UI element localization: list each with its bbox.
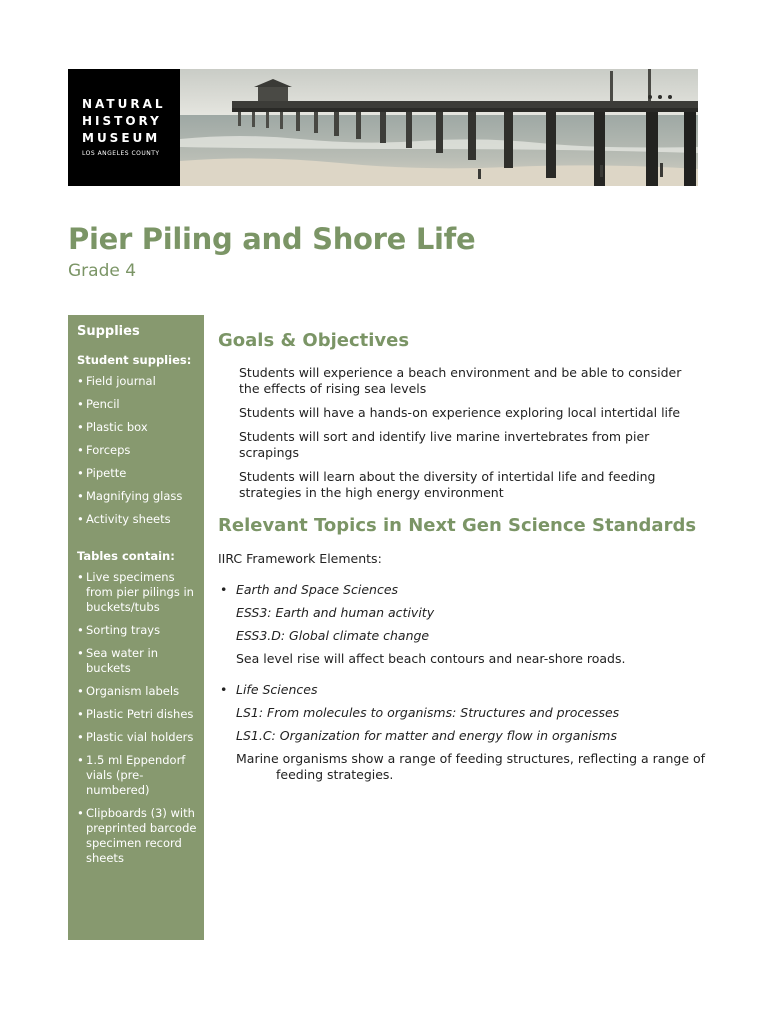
life-note-line-1: Marine organisms show a range of feeding structures, reflecting a range of xyxy=(236,751,706,766)
life-note-line-2: feeding strategies. xyxy=(276,767,394,782)
list-item: • Sorting trays xyxy=(77,623,198,638)
list-item: • Plastic box xyxy=(77,420,198,435)
goal-item: Students will sort and identify live marine invertebrates from pier scrapings xyxy=(239,429,650,460)
museum-logo xyxy=(68,69,180,186)
grade-label: Grade 4 xyxy=(68,261,137,281)
list-item: • Plastic vial holders xyxy=(77,730,198,745)
goals-list xyxy=(239,365,708,501)
goal-item: Students will experience a beach environment and be able to consider the effects of rising sea levels xyxy=(239,365,682,396)
logo-line-1: NATURAL xyxy=(82,97,166,111)
life-science-bullet xyxy=(218,682,708,698)
student-supplies-list xyxy=(77,374,198,527)
supplies-sidebar xyxy=(68,315,204,940)
student-supplies-heading: Student supplies: xyxy=(77,353,192,367)
earth-science-title: Earth and Space Sciences xyxy=(236,582,399,597)
bullet-icon: • xyxy=(220,582,228,597)
goal-item: Students will have a hands-on experience exploring local intertidal life xyxy=(239,405,681,420)
life-science-title: Life Sciences xyxy=(236,682,318,697)
framework-label: IIRC Framework Elements: xyxy=(218,551,382,566)
life-note xyxy=(218,751,708,783)
list-item: • Pipette xyxy=(77,466,198,481)
life-standard-1: LS1: From molecules to organisms: Structures and processes xyxy=(236,705,620,720)
list-item: • Pencil xyxy=(77,397,198,412)
list-item: • Forceps xyxy=(77,443,198,458)
bullet-icon: • xyxy=(220,682,228,697)
list-item: • Field journal xyxy=(77,374,198,389)
list-item: • Live specimens from pier pilings in buckets/tubs xyxy=(77,570,198,615)
tables-contain-list xyxy=(77,570,198,866)
supplies-title: Supplies xyxy=(77,324,140,339)
list-item: • Sea water in buckets xyxy=(77,646,198,676)
list-item: • Clipboards (3) with preprinted barcode specimen record sheets xyxy=(77,806,198,866)
life-standard-2: LS1.C: Organization for matter and energy flow in organisms xyxy=(236,728,617,743)
logo-subtitle: LOS ANGELES COUNTY xyxy=(82,150,160,157)
earth-standard-2: ESS3.D: Global climate change xyxy=(236,628,430,643)
earth-science-bullet xyxy=(218,582,708,598)
header-banner xyxy=(68,69,698,186)
pier-photo xyxy=(180,69,698,186)
page-title: Pier Piling and Shore Life xyxy=(68,222,476,256)
list-item: • Magnifying glass xyxy=(77,489,198,504)
list-item: • 1.5 ml Eppendorf vials (pre-numbered) xyxy=(77,753,198,798)
main-content xyxy=(218,330,708,783)
earth-note: Sea level rise will affect beach contours and near-shore roads. xyxy=(236,651,626,666)
list-item: • Plastic Petri dishes xyxy=(77,707,198,722)
logo-line-3: MUSEUM xyxy=(82,131,161,145)
earth-standard-1: ESS3: Earth and human activity xyxy=(236,605,435,620)
tables-contain-heading: Tables contain: xyxy=(77,549,175,563)
goals-heading: Goals & Objectives xyxy=(218,330,410,351)
topics-heading: Relevant Topics in Next Gen Science Standards xyxy=(218,515,697,536)
logo-line-2: HISTORY xyxy=(82,114,162,128)
goal-item: Students will learn about the diversity of intertidal life and feeding strategies in the high energy environment xyxy=(239,469,656,500)
list-item: • Activity sheets xyxy=(77,512,198,527)
list-item: • Organism labels xyxy=(77,684,198,699)
